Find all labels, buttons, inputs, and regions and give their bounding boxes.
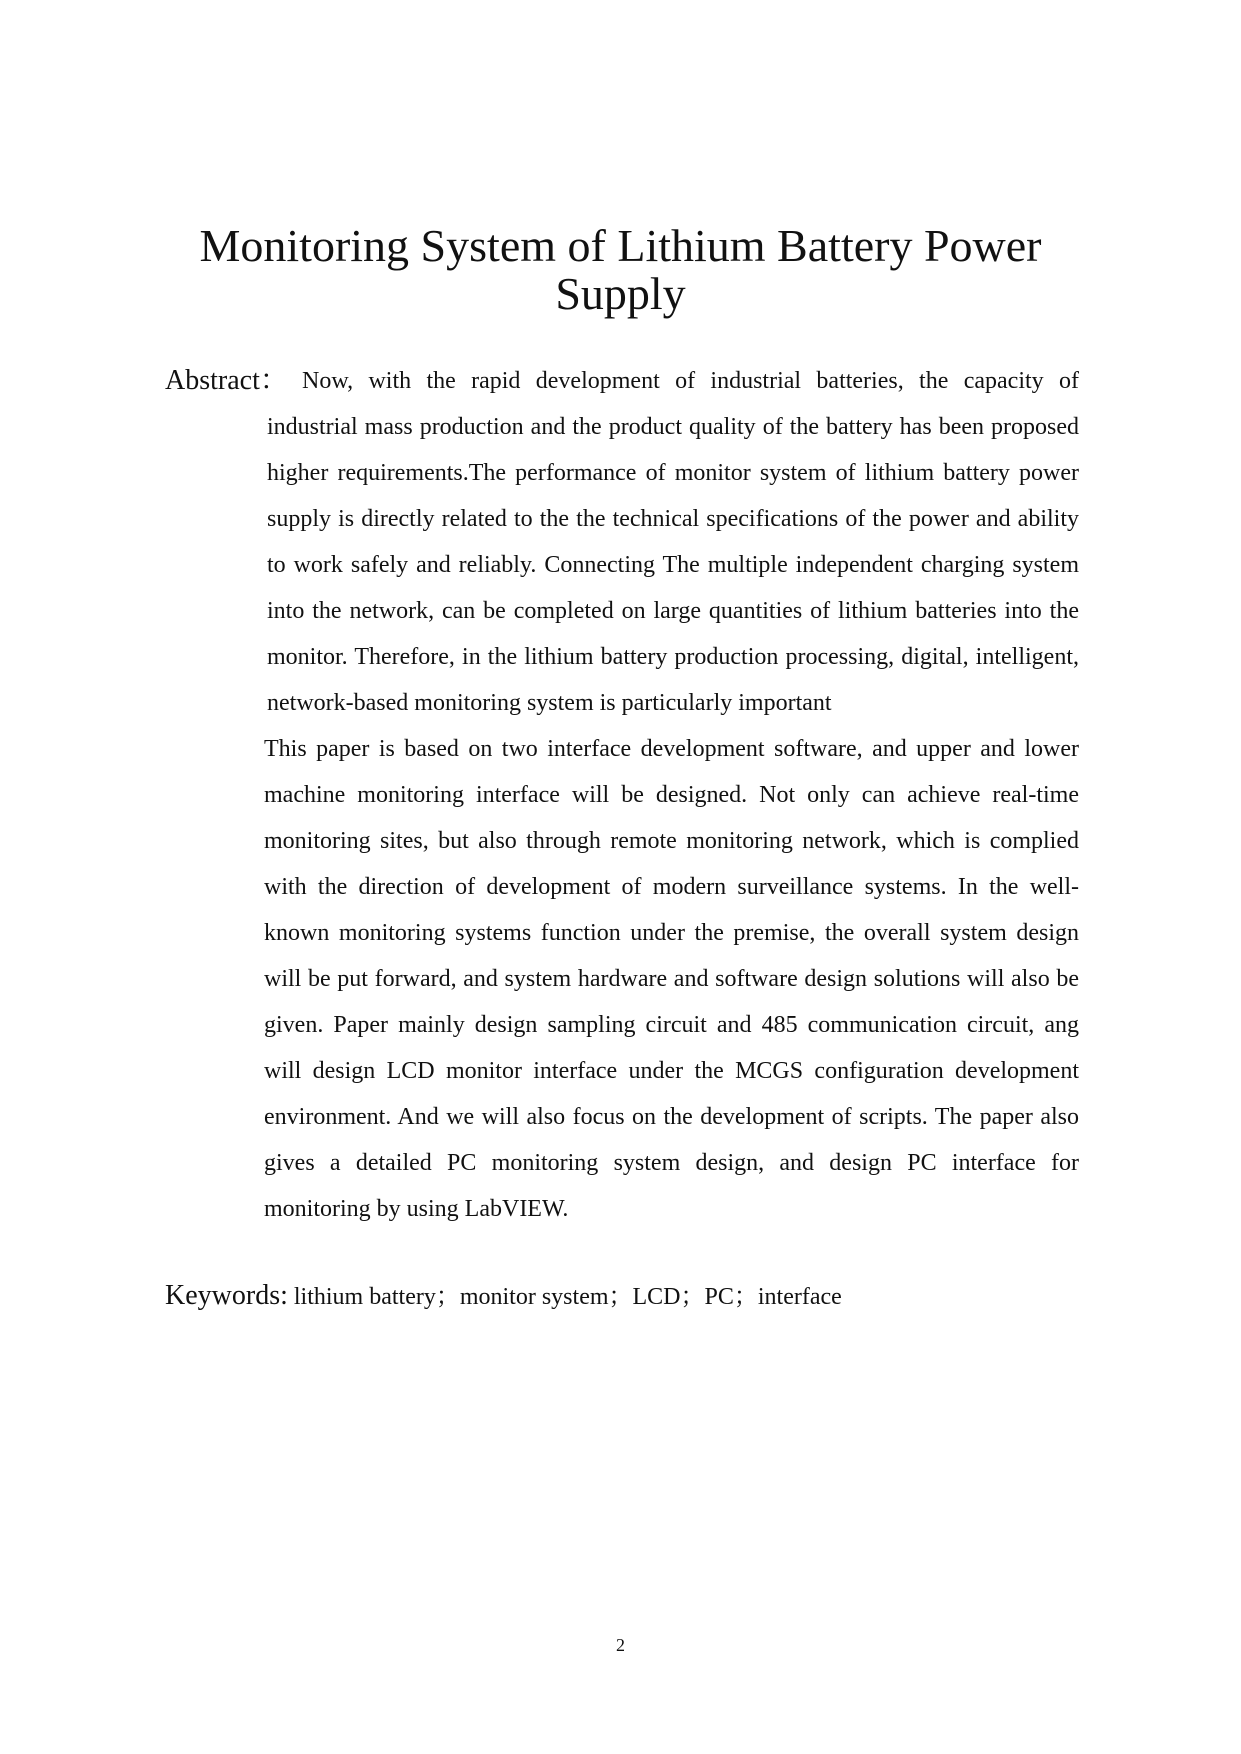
page-number: 2 — [616, 1635, 625, 1655]
abstract-body — [264, 358, 1079, 1232]
keywords-text: lithium battery；monitor system；LCD；PC；interface — [287, 1284, 842, 1310]
paper-title: Monitoring System of Lithium Battery Power Supply — [199, 220, 1042, 319]
abstract-paragraph-2: This paper is based on two interface development software, and upper and lower machine monitoring interface will be designed. Not only can achieve real-time monitoring sites, but also through remote monitoring network, which is complied with the direction of development of modern surveillance systems. In the well-known monitoring systems function under the premise, the overall system design will be put forward, and system hardware and software design solutions will also be given. Paper mainly design sampling circuit and 485 communication circuit, ang will design LCD monitor interface under the MCGS configuration development environment. And we will also focus on the development of scripts. The paper also gives a detailed PC monitoring system design, and design PC interface for monitoring by using LabVIEW. — [264, 736, 1079, 1222]
abstract-label: Abstract： — [165, 365, 288, 396]
keywords-label: Keywords: — [165, 1280, 288, 1311]
abstract-paragraph-1: Now, with the rapid development of industrial batteries, the capacity of industrial mass production and the product quality of the battery has been proposed higher requirements.The performance of monitor system of lithium battery power supply is directly related to the the technical specifications of the power and ability to work safely and reliably. Connecting The multiple independent charging system into the network, can be completed on large quantities of lithium batteries into the monitor. Therefore, in the lithium battery production processing, digital, intelligent, network-based monitoring system is particularly important — [267, 368, 1079, 716]
keywords-line — [165, 1276, 842, 1317]
